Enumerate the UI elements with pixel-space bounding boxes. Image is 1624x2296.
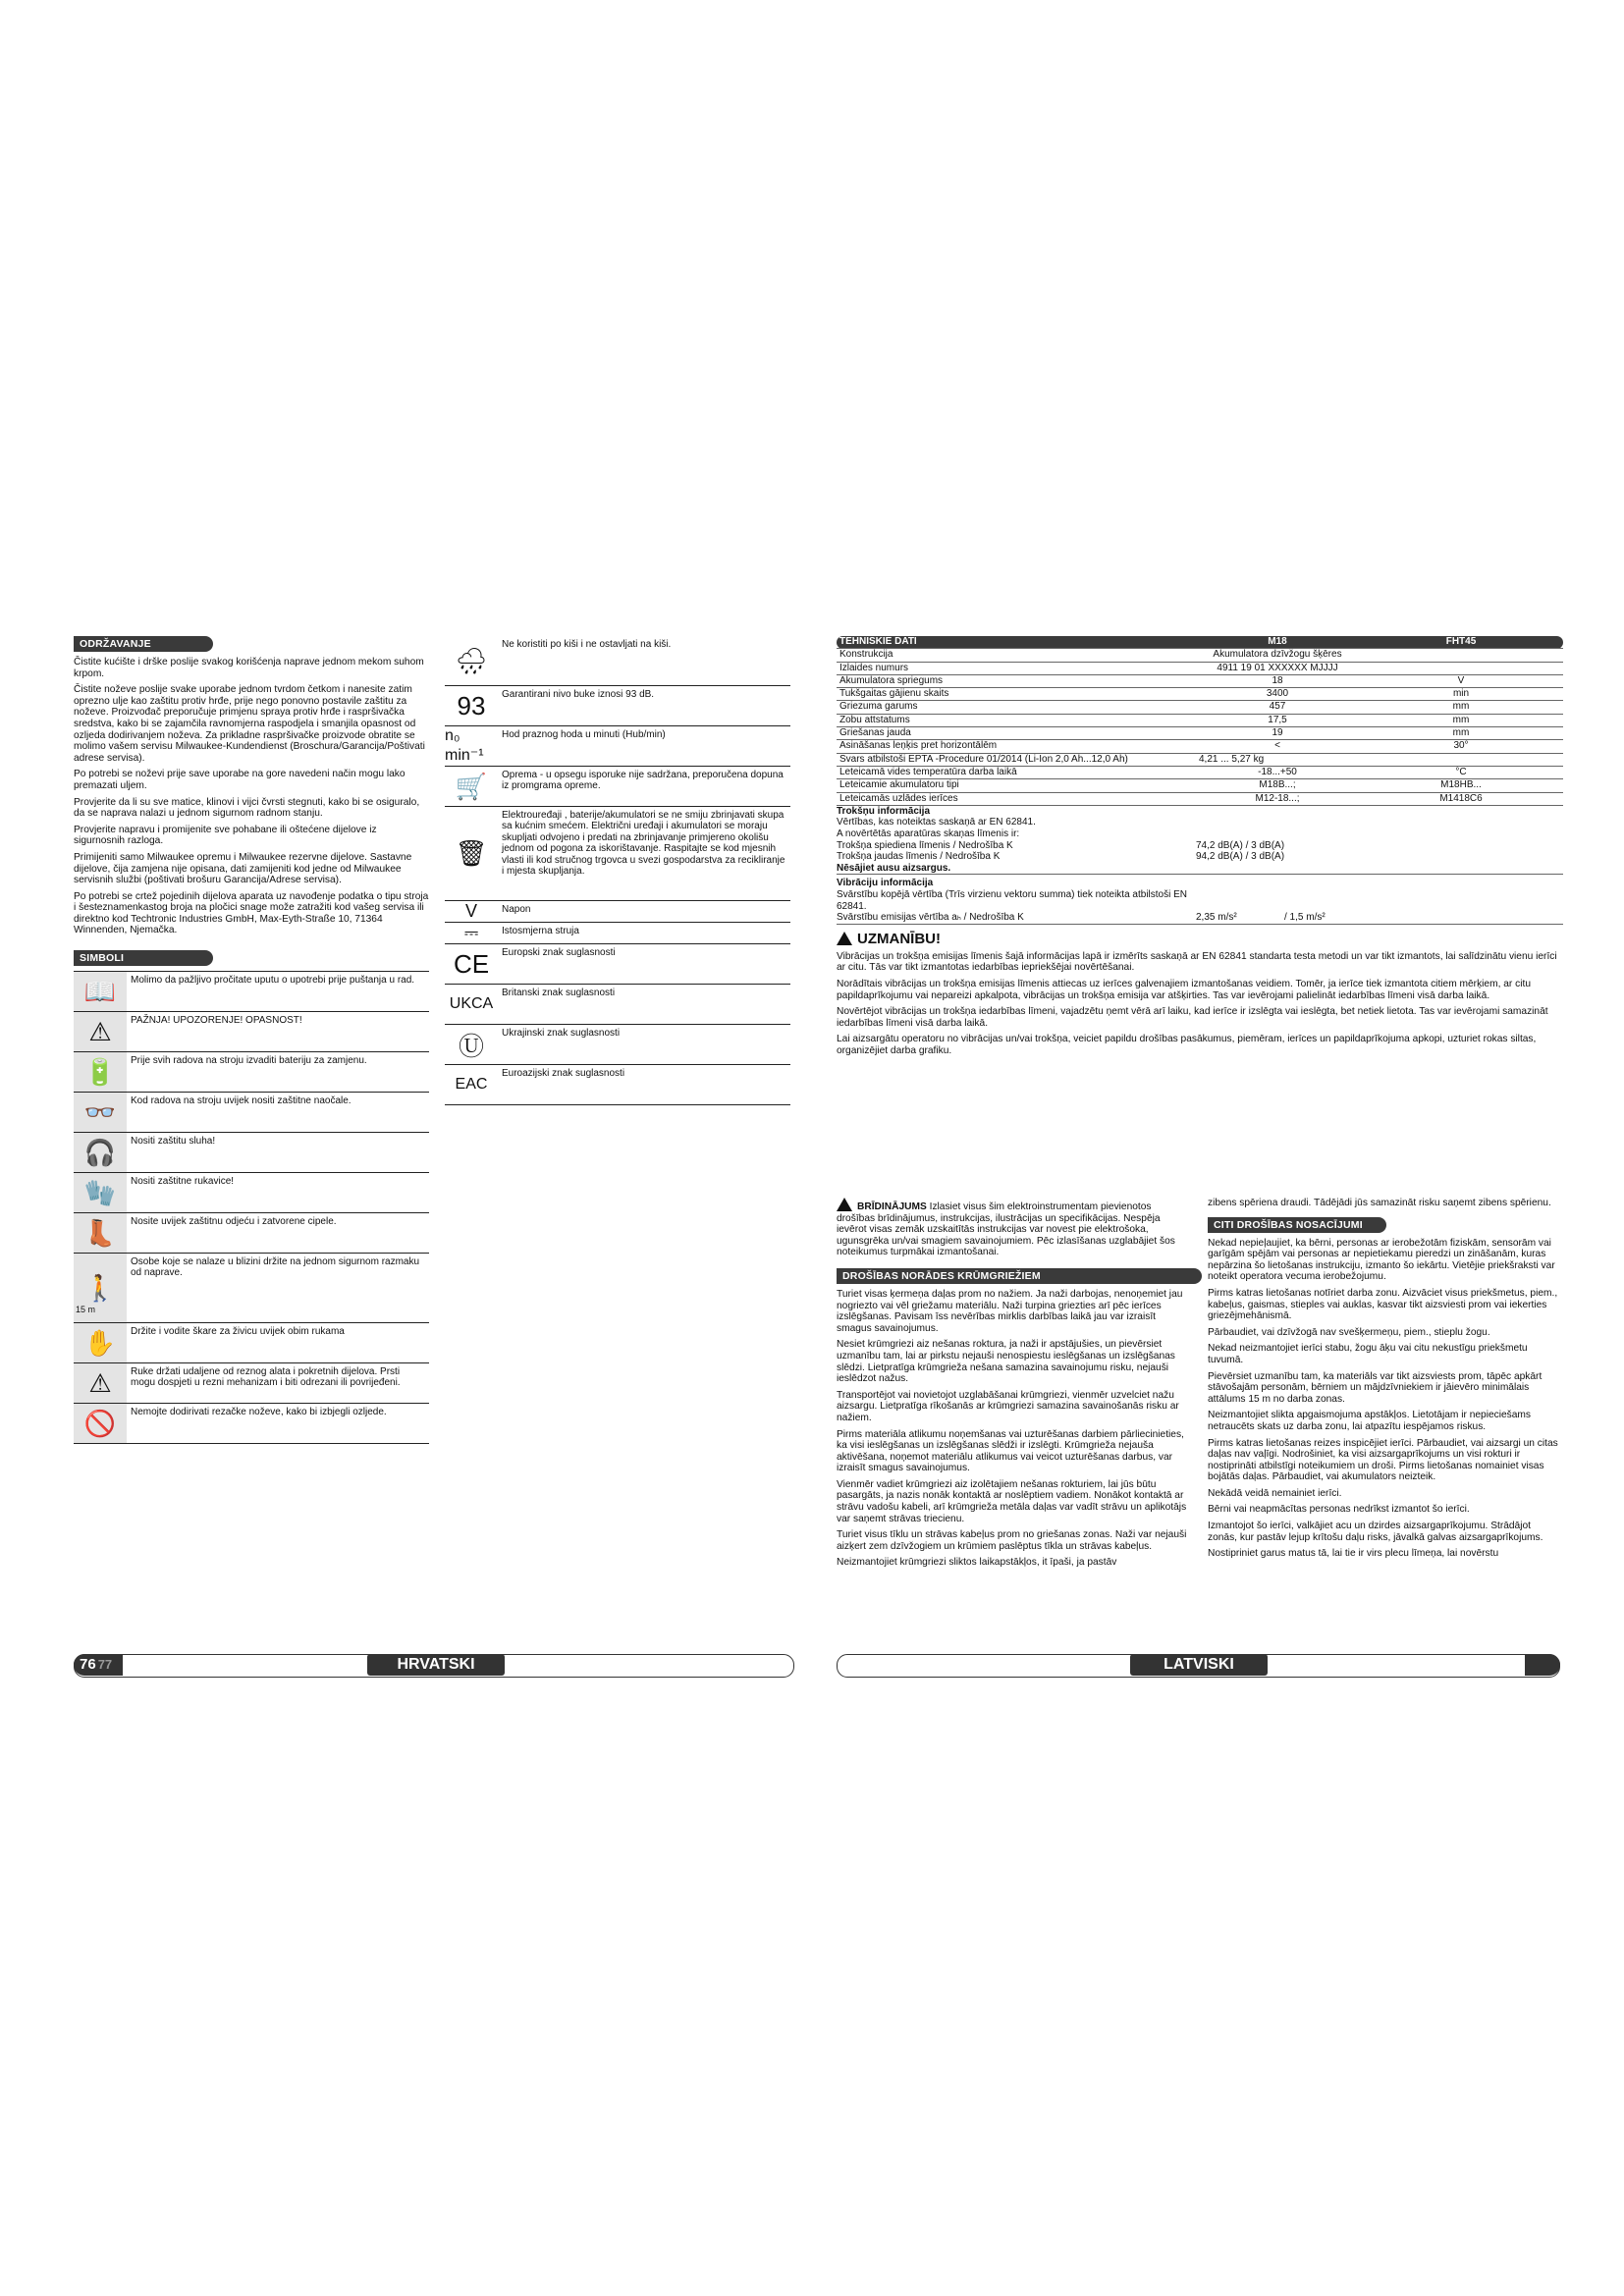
tech-cell-value: 19 bbox=[1196, 727, 1359, 740]
distance-icon: 🚶 bbox=[74, 1254, 127, 1322]
right-column-1 bbox=[837, 1198, 1192, 1574]
symbol-row bbox=[445, 901, 790, 923]
safety-glasses-icon: 👓 bbox=[74, 1093, 127, 1132]
right-page bbox=[837, 636, 1563, 1682]
symbol-row bbox=[74, 1404, 429, 1444]
warning-triangle-icon bbox=[837, 1198, 852, 1211]
paragraph: Čistite noževe poslije svake uporabe jednom tvrdom četkom i nanesite zatim oprezno ulje kao zaštitu protiv hrđe, prije nego ponovno postavile zaštitu za noževe. Proizvođač preporučuje primjenu spraya protiv hrđe i raspršivačka sredstva, kako bi se zajamčila ravnomjerna raspodjela i smanjila opasnost od ozljeda dodirivanjem noževa. Za prikladne raspršivačke proizvode obratite se molimo vašem servisu Milwaukee-Kundendienst (Broschura/Garancija/Poštivati adrese servisa). bbox=[74, 684, 425, 764]
paragraph: Nekad neizmantojiet ierīci stabu, žogu āķu vai citu nekustīgu priekšmetu tuvumā. bbox=[1208, 1343, 1528, 1365]
tech-cell-label: Tukšgaitas gājienu skaits bbox=[837, 688, 1196, 701]
noise-intro: Vērtības, kas noteiktas saskaņā ar EN 62841. bbox=[837, 817, 1036, 828]
noise-row: Trokšņa spiediena līmenis / Nedrošība K 74,2 dB(A) / 3 dB(A) bbox=[837, 839, 1285, 851]
tech-cell-label: Leteicamie akumulatoru tipi bbox=[837, 779, 1196, 792]
symbol-text: Prije svih radova na stroju izvaditi bateriju za zamjenu. bbox=[131, 1055, 367, 1067]
paragraph: Turiet visus tīklu un strāvas kabeļus prom no griešanas zonas. Naži var nejauši aizķert zem dzīvžogiem un krūmiem paslēptus tīkla un strāvas kabeļus. bbox=[837, 1529, 1187, 1552]
tech-cell-value: < bbox=[1196, 740, 1359, 753]
symbol-row bbox=[445, 1065, 790, 1105]
symbol-row bbox=[74, 1093, 429, 1133]
volt-icon: V bbox=[445, 901, 498, 922]
tech-cell-label: Leteicamās uzlādes ierīces bbox=[837, 792, 1196, 805]
drosibas-text bbox=[837, 1289, 1192, 1569]
paragraph: Nesiet krūmgriezi aiz nešanas roktura, ja naži ir apstājušies, un pievērsiet uzmanību tam, lai ar pirkstu nejauši nenospiestu ieslēgšanas un izslēgšanas slēdzi. Lietpratīga krūmgrieža nešana samazina savainojumu risku, nejauši ieslēdzot nažus. bbox=[837, 1339, 1175, 1385]
tech-row bbox=[837, 674, 1563, 687]
paragraph: Primijeniti samo Milwaukee opremu i Milwaukee rezervne dijelove. Sastavne dijelove, čija zamjena nije opisana, dati zamijeniti kod jedne od Milwaukee servisnih službi (poštivati brošuru Garancija/Adrese servisa). bbox=[74, 851, 412, 886]
tech-row bbox=[837, 714, 1563, 726]
tech-row bbox=[837, 792, 1563, 805]
paragraph: Po potrebi se noževi prije save uporabe na gore navedeni način mogu lako premazati uljem. bbox=[74, 769, 406, 791]
tech-cell-label: Izlaides numurs bbox=[837, 662, 1196, 674]
tech-cell-unit: mm bbox=[1359, 727, 1563, 740]
symbol-text: Ruke držati udaljene od reznog alata i pokretnih dijelova. Prsti mogu dospjeti u rezni mehanizam i biti odrezani ili povrijeđeni. bbox=[131, 1366, 401, 1389]
symbol-text: Euroazijski znak suglasnosti bbox=[502, 1068, 625, 1079]
paragraph: Pārbaudiet, vai dzīvžogā nav svešķermeņu, piem., stieplu žogu. bbox=[1208, 1326, 1490, 1338]
uzmanibu-heading: UZMANĪBU! bbox=[837, 931, 1563, 947]
warning-icon: ⚠ bbox=[74, 1012, 127, 1051]
tech-cell-label: Zobu attstatums bbox=[837, 714, 1196, 726]
tech-cell-label: Griezuma garums bbox=[837, 701, 1196, 714]
tech-data-table bbox=[837, 636, 1563, 806]
tech-row bbox=[837, 766, 1563, 778]
symbol-row bbox=[74, 1363, 429, 1404]
symbol-row bbox=[74, 1213, 429, 1254]
symbols-list-2 bbox=[445, 636, 790, 1105]
symbol-row bbox=[445, 985, 790, 1025]
symbols-list bbox=[74, 971, 429, 1444]
left-column-1 bbox=[74, 636, 429, 1444]
language-label: LATVISKI bbox=[1130, 1654, 1268, 1676]
noise-section bbox=[837, 806, 1563, 925]
tech-row bbox=[837, 688, 1563, 701]
tech-title: TEHNISKIE DATI bbox=[837, 636, 1196, 649]
paragraph: Nostipriniet garus matus tā, lai tie ir virs plecu līmeņa, lai novērstu bbox=[1208, 1548, 1499, 1560]
noise-title: Trokšņu informācija bbox=[837, 805, 931, 817]
ear-protection-icon: 🎧 bbox=[74, 1133, 127, 1172]
symbol-text: Napon bbox=[502, 904, 531, 915]
symbol-row bbox=[74, 1323, 429, 1363]
symbol-row bbox=[445, 944, 790, 985]
symbol-row bbox=[445, 686, 790, 726]
symbol-text: Nositi zaštitne rukavice! bbox=[131, 1176, 235, 1188]
symbol-row bbox=[74, 1254, 429, 1323]
symbol-row bbox=[445, 636, 790, 686]
symbol-text: Nosite uvijek zaštitnu odjeću i zatvorene cipele. bbox=[131, 1216, 337, 1228]
cart-icon: 🛒 bbox=[445, 767, 498, 806]
read-manual-icon: 📖 bbox=[74, 972, 127, 1011]
paragraph: Turiet visas ķermeņa daļas prom no nažiem. Ja naži darbojas, nenoņemiet jau nogriezto vai vēl griežamu materiālu. Naži turpina griezties arī pēc ierīces izslēgšanas. Pavisam īss nevērības mirklis darbības laikā jau var izraisīt smagus savainojumus. bbox=[837, 1288, 1183, 1334]
tech-cell-unit: 30° bbox=[1359, 740, 1563, 753]
tech-cell-value: Akumulatora dzīvžogu šķēres bbox=[1196, 649, 1359, 662]
symbol-text: Europski znak suglasnosti bbox=[502, 947, 616, 958]
tech-cell-value: M12-18...; bbox=[1196, 792, 1359, 805]
right-column-2 bbox=[1208, 1198, 1561, 1565]
tech-row bbox=[837, 740, 1563, 753]
tech-cell-unit: min bbox=[1359, 688, 1563, 701]
symbol-row bbox=[445, 807, 790, 901]
tech-cell-label: Griešanas jauda bbox=[837, 727, 1196, 740]
symbol-row bbox=[445, 767, 790, 807]
uzmanibu-text bbox=[837, 951, 1563, 1057]
section-header-simboli: SIMBOLI bbox=[74, 950, 213, 966]
symbol-row bbox=[74, 1052, 429, 1093]
symbol-text: Garantirani nivo buke iznosi 93 dB. bbox=[502, 689, 655, 700]
symbol-row bbox=[445, 923, 790, 944]
wheelie-bin-icon: 🗑 bbox=[445, 807, 498, 900]
symbol-text: Istosmjerna struja bbox=[502, 926, 579, 936]
tech-cell-label: Akumulatora spriegums bbox=[837, 674, 1196, 687]
symbol-row bbox=[74, 1133, 429, 1173]
paragraph: Bērni vai neapmācītas personas nedrīkst izmantot šo ierīci. bbox=[1208, 1504, 1470, 1516]
boots-icon: 👢 bbox=[74, 1213, 127, 1253]
tech-cell-unit bbox=[1359, 753, 1563, 766]
tech-data-header bbox=[837, 636, 1563, 649]
symbol-text: PAŽNJA! UPOZORENJE! OPASNOST! bbox=[131, 1015, 302, 1027]
paragraph: Čistite kućište i drške poslije svakog korišćenja naprave jednom mekom suhom krpom. bbox=[74, 657, 424, 679]
paragraph: Nekādā veidā nemainiet ierīci. bbox=[1208, 1487, 1342, 1499]
left-column-2 bbox=[445, 636, 790, 1105]
tech-cell-value: 4911 19 01 XXXXXX MJJJJ bbox=[1196, 662, 1359, 674]
noise-level-icon: 93 bbox=[445, 686, 498, 725]
tech-cell-unit: °C bbox=[1359, 766, 1563, 778]
tech-cell-value: 4,21 ... 5,27 kg bbox=[1196, 753, 1359, 766]
noise-intro-2: A novērtētās aparatūras skaņas līmenis ir: bbox=[837, 828, 1020, 840]
symbol-row bbox=[74, 1012, 429, 1052]
dc-icon: ⎓ bbox=[445, 923, 498, 943]
vibration-title: Vibrāciju informācija bbox=[837, 878, 934, 889]
tech-cell-value: -18...+50 bbox=[1196, 766, 1359, 778]
tech-cell-unit: M18HB... bbox=[1359, 779, 1563, 792]
vibration-intro: Svārstību kopējā vērtība (Trīs virzienu vektoru summa) tiek noteikta atbilstoši EN 62841. bbox=[837, 889, 1187, 912]
tech-col-m18: M18 bbox=[1196, 636, 1359, 649]
paragraph: Nekad nepieļaujiet, ka bērni, personas ar ierobežotām fiziskām, sensorām vai garīgām spējām vai personas ar nepietiekamu pieredzi un zināšanām, kuras nepārzina šo lietošanas instrukciju, izmanto šo iekārtu. Vietējie priekšraksti var noteikt operatora vecuma ierobežojumu. bbox=[1208, 1237, 1555, 1283]
tech-cell-value: M18B...; bbox=[1196, 779, 1359, 792]
odrzavanje-text bbox=[74, 657, 429, 936]
language-label: HRVATSKI bbox=[367, 1654, 505, 1676]
eac-mark-icon: EAC bbox=[445, 1065, 498, 1104]
tech-row bbox=[837, 779, 1563, 792]
paragraph: Norādītais vibrācijas un trokšņa emisijas līmenis attiecas uz ierīces galvenajiem izmantošanas veidiem. Tomēr, ja ierīce tiek izmantota citiem mērķiem, ar citu papildaprīkojumu vai nepareizi apkalpota, vibrācijas un trokšņa emisija var atšķirties. Tas var ievērojami palielināt iedarbības līmeni visā darba laikā. bbox=[837, 978, 1531, 1001]
left-page bbox=[74, 636, 795, 1682]
symbol-text: Molimo da pažljivo pročitate uputu o upotrebi prije puštanja u rad. bbox=[131, 975, 415, 987]
noise-warning: Nēsājiet ausu aizsargus. bbox=[837, 863, 1563, 876]
hands-away-icon: ⚠ bbox=[74, 1363, 127, 1403]
symbol-text: Nositi zaštitu sluha! bbox=[131, 1136, 216, 1148]
right-footer bbox=[837, 1654, 1560, 1678]
no-load-speed-icon: n₀ min⁻¹ bbox=[445, 726, 498, 766]
noise-row: Trokšņa jaudas līmenis / Nedrošība K 94,2 dB(A) / 3 dB(A) bbox=[837, 851, 1285, 863]
ce-mark-icon: CE bbox=[445, 944, 498, 984]
symbol-text: Osobe koje se nalaze u blizini držite na jednom sigurnom razmaku od naprave. bbox=[131, 1256, 420, 1279]
paragraph: Pievērsiet uzmanību tam, ka materiāls var tikt aizsviests prom, tāpēc apkārt stāvošajām personām, bērniem un mājdzīvniekiem ir jāievēro minimālais attālums 15 m no darba zonas. bbox=[1208, 1370, 1543, 1405]
symbol-text: Ukrajinski znak suglasnosti bbox=[502, 1028, 621, 1039]
citi-text bbox=[1208, 1238, 1561, 1560]
symbol-text: Hod praznog hoda u minuti (Hub/min) bbox=[502, 729, 666, 740]
symbol-text: Oprema - u opsegu isporuke nije sadržana, preporučena dopuna iz promgrama opreme. bbox=[502, 770, 784, 792]
paragraph: Provjerite napravu i promijenite sve pohabane ili oštećene dijelove iz sigurnosnih razloga. bbox=[74, 824, 377, 847]
symbol-row bbox=[445, 726, 790, 767]
symbol-text: Ne koristiti po kiši i ne ostavljati na kiši. bbox=[502, 639, 672, 650]
paragraph: Pirms katras lietošanas reizes inspicējiet ierīci. Pārbaudiet, vai aizsargi un citas daļas nav vaļīgi. Nodrošiniet, ka visi aizsargaprīkojums un visi rokturi ir nostiprināti atbilstīgi noteikumiem un droši. Pirms lietošanas nomainiet visas bojātās daļas. Pārbaudiet, vai akumulators neizteik. bbox=[1208, 1437, 1558, 1483]
tech-row bbox=[837, 727, 1563, 740]
tech-row bbox=[837, 753, 1563, 766]
no-rain-icon: 🌧 bbox=[445, 636, 498, 685]
tech-cell-unit: mm bbox=[1359, 714, 1563, 726]
symbol-text: Elektrouređaji , baterije/akumulatori se ne smiju zbrinjavati skupa sa kućnim smećem. Električni uređaji i akumulatori se moraju skupljati odvojeno i predati na zbrinjavanje primjereno okolišu jednom od pogona za iskorištavanje. Raspitajte se kod mjesnih vlasti ili kod stručnog trgovca u svezi gospodarstva za recikliranje i mjesta skupljanja. bbox=[502, 810, 785, 878]
left-footer bbox=[74, 1654, 794, 1678]
tech-cell-label: Svars atbilstoši EPTA -Procedure 01/2014 (Li-Ion 2,0 Ah...12,0 Ah) bbox=[837, 753, 1196, 766]
gloves-icon: 🧤 bbox=[74, 1173, 127, 1212]
symbol-row bbox=[445, 1025, 790, 1065]
tech-cell-unit: M1418C6 bbox=[1359, 792, 1563, 805]
vibration-row: Svārstību emisijas vērtība aₕ / Nedrošība K 2,35 m/s² / 1,5 m/s² bbox=[837, 912, 1563, 925]
section-header-odrzavanje: ODRŽAVANJE bbox=[74, 636, 213, 652]
paragraph: Neizmantojiet slikta apgaismojuma apstākļos. Lietotājam ir nepieciešams netraucēts skats uz darba zonu, lai atpazītu iespējamos riskus. bbox=[1208, 1410, 1531, 1432]
section-header-citi: CITI DROŠĪBAS NOSACĪJUMI bbox=[1208, 1217, 1386, 1233]
symbol-text: Britanski znak suglasnosti bbox=[502, 988, 616, 998]
paragraph: Vienmēr vadiet krūmgriezi aiz izolētajiem nešanas rokturiem, lai jūs būtu pasargāts, ja nazis nonāk kontaktā ar noslēptiem vadiem. Nonākot kontaktā ar strāvu vadošu kabeli, arī krūmgrieža metāla daļas var vadīt strāvu un aplikotājs var saņemt strāvas triecienu. bbox=[837, 1478, 1187, 1524]
symbol-text: Držite i vodite škare za živicu uvijek obim rukama bbox=[131, 1326, 345, 1338]
paragraph: Novērtējot vibrācijas un trokšņa iedarbības līmeni, vajadzētu ņemt vērā arī laiku, kad ierīce ir izslēgta vai ieslēgta, bet netiek lietota. Tas var ievērojami samazināt iedarbības līmeni visā darba laikā. bbox=[837, 1006, 1548, 1029]
tech-cell-value: 18 bbox=[1196, 674, 1359, 687]
paragraph: Neizmantojiet krūmgriezi sliktos laikapstākļos, it īpaši, ja pastāv bbox=[837, 1557, 1117, 1569]
tech-cell-label: Asināšanas leņķis pret horizontālēm bbox=[837, 740, 1196, 753]
tech-cell-unit bbox=[1359, 662, 1563, 674]
section-header-drosibas: DROŠĪBAS NORĀDES KRŪMGRIEŽIEM bbox=[837, 1268, 1202, 1284]
tech-cell-unit: mm bbox=[1359, 701, 1563, 714]
two-hands-icon: ✋ bbox=[74, 1323, 127, 1362]
tech-cell-unit: V bbox=[1359, 674, 1563, 687]
paragraph: Transportējot vai novietojot uzglabāšanai krūmgriezi, vienmēr uzvelciet nažu aizsargu. Lietpratīga rīkošanās ar krūmgriezi samazina savainošanās risku ar nažiem. bbox=[837, 1389, 1179, 1423]
tech-cell-value: 3400 bbox=[1196, 688, 1359, 701]
symbol-text: Kod radova na stroju uvijek nositi zaštitne naočale. bbox=[131, 1095, 352, 1107]
tech-row bbox=[837, 649, 1563, 662]
tech-cell-value: 457 bbox=[1196, 701, 1359, 714]
paragraph: Pirms materiāla atlikumu noņemšanas vai uzturēšanas darbiem pārliecinieties, ka visi ieslēgšanas un izslēgšanas slēdži ir izslēgti. Krūmgrieža nejauša aktivēšana, noņemot materiālu atlikumus vai veicot uzturēšanas darbus, var izraisīt smagus savainojumus. bbox=[837, 1428, 1184, 1474]
symbol-text: Nemojte dodirivati rezačke noževe, kako bi izbjegli ozljede. bbox=[131, 1407, 387, 1418]
warning-triangle-icon bbox=[837, 932, 852, 945]
page-tab-marker bbox=[1525, 1654, 1560, 1676]
tech-cell-label: Leteicamā vides temperatūra darba laikā bbox=[837, 766, 1196, 778]
battery-remove-icon: 🔋 bbox=[74, 1052, 127, 1092]
tech-cell-unit bbox=[1359, 649, 1563, 662]
ukca-mark-icon: UKCA bbox=[445, 985, 498, 1024]
paragraph: Izmantojot šo ierīci, valkājiet acu un dzirdes aizsargaprīkojumu. Strādājot zonās, kur pastāv lejup krītošu daļu risks, jāvalkā galvas aizsargaprīkojums. bbox=[1208, 1521, 1543, 1543]
tech-row bbox=[837, 662, 1563, 674]
tech-cell-value: 17,5 bbox=[1196, 714, 1359, 726]
no-touch-blades-icon: 🚫 bbox=[74, 1404, 127, 1443]
paragraph: Vibrācijas un trokšņa emisijas līmenis šajā informācijas lapā ir izmērīts saskaņā ar EN 62841 standarta testa metodi un var tikt izmantots, lai salīdzinātu vienu ierīci ar citu. Tās var tikt izmantotas iedarbības iepriekšējai novērtēšanai. bbox=[837, 950, 1557, 974]
distance-label: 15 m bbox=[76, 1305, 96, 1315]
briedinajums-paragraph: BRĪDINĀJUMS Izlasiet visus šim elektroinstrumentam pievienotos drošības brīdinājumus, instrukcijas, ilustrācijas un specifikācijas. Nespēja ievērot visas zemāk uzskaitītās instrukcijas var novest pie elektrošoka, ugunsgrēka un/vai smagiem savainojumiem. Pēc izlasīšanas uzglabājiet šos noteikumus turpmākai izmantošanai. bbox=[837, 1198, 1192, 1258]
paragraph: Lai aizsargātu operatoru no vibrācijas un/vai trokšņa, veiciet papildu drošības pasākumus, piemēram, ierīces un papildaprīkojuma apkopi, uzturiet rokas siltas, organizējiet darba grafiku. bbox=[837, 1034, 1537, 1056]
ua-mark-icon: Ⓤ bbox=[445, 1025, 498, 1064]
symbol-row bbox=[74, 1173, 429, 1213]
symbol-row bbox=[74, 972, 429, 1012]
tech-cell-label: Konstrukcija bbox=[837, 649, 1196, 662]
tech-col-fht45: FHT45 bbox=[1359, 636, 1563, 649]
page-number: 76 77 bbox=[74, 1654, 123, 1676]
paragraph: Po potrebi se crtež pojedinih dijelova aparata uz navođenje podatka o tipu stroja i šesteznamenkastog broja na pločici snage može zatražiti kod vašeg servisa ili direktno kod Techtronic Industries GmbH, Max-Eyth-Straße 10, 71364 Winnenden, Njemačka. bbox=[74, 890, 429, 936]
lightning-text: zibens spēriena draudi. Tādējādi jūs samazināt risku saņemt zibens spērienu. bbox=[1208, 1198, 1551, 1208]
paragraph: Provjerite da li su sve matice, klinovi i vijci čvrsti stegnuti, kako bi se osiguralo, da se naprava nalazi u jednom sigurnom radnom stanju. bbox=[74, 796, 420, 820]
paragraph: Pirms katras lietošanas notīriet darba zonu. Aizvāciet visus priekšmetus, piem., kabeļus, gaismas, stieples vai auklas, kasvar tikt aizsviesti prom vai iekerties griezējmehānismā. bbox=[1208, 1287, 1558, 1322]
tech-row bbox=[837, 701, 1563, 714]
